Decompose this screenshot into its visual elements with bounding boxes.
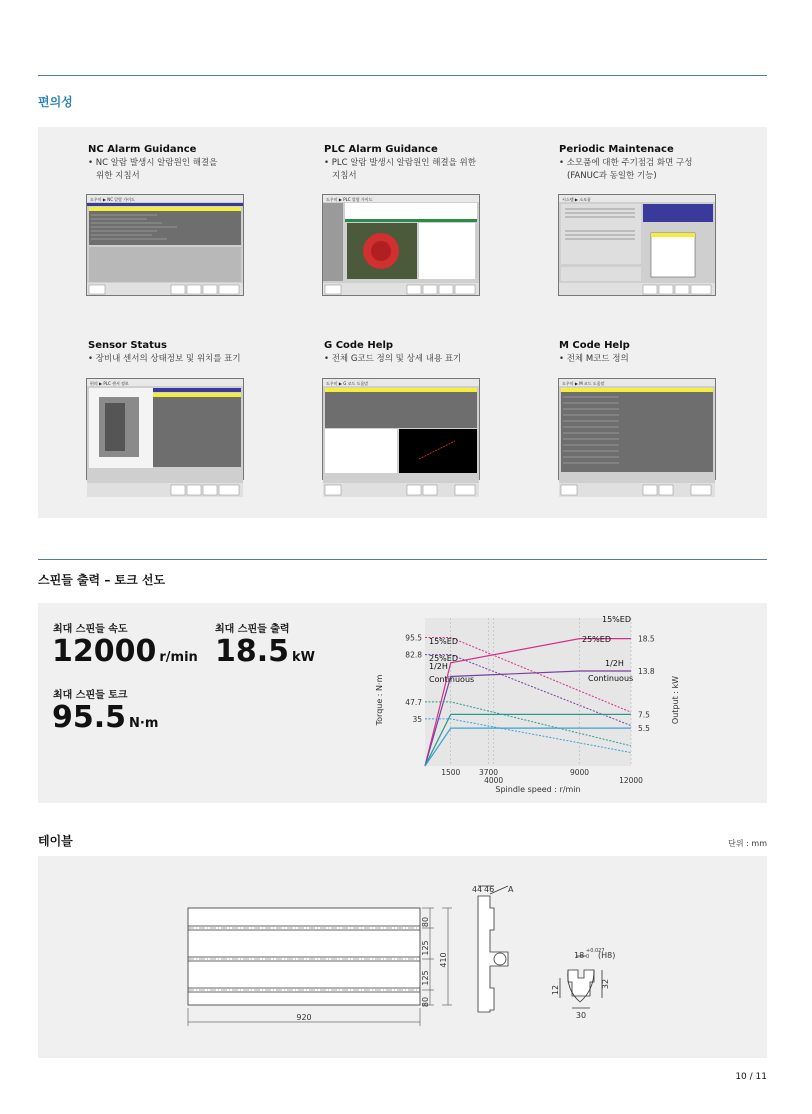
max-speed-label: 최대 스핀들 속도 (53, 624, 128, 635)
feature-desc: • 장비내 센서의 상태정보 및 위치를 표기 (88, 354, 241, 364)
slot-dim-tol2: 0 (586, 954, 590, 960)
slot-dim-height-a: 12 (551, 984, 560, 996)
dim-slot-3: 125 (421, 970, 430, 986)
feature-desc: • NC 알람 발생시 알람원인 해결을 (88, 158, 218, 168)
section-label-a: A (508, 885, 514, 894)
right-tick-label: 7.5 (638, 710, 650, 720)
label-15ed-top: 15%ED (602, 615, 631, 624)
feature-title: G Code Help (324, 340, 394, 351)
dim-top-1: 44 (472, 885, 483, 894)
x-axis-label: Spindle speed : r/min (495, 785, 581, 794)
max-torque-label: 최대 스핀들 토크 (53, 690, 128, 701)
max-speed-value: 12000 r/min (52, 634, 198, 669)
slot-dim-bottom: 30 (575, 1011, 587, 1020)
section-rule-spindle (38, 559, 767, 560)
label-cont-top: Continuous (588, 674, 634, 683)
feature-title: PLC Alarm Guidance (324, 144, 438, 155)
right-tick-label: 18.5 (638, 634, 655, 644)
table-drawing (38, 856, 767, 1058)
label-15ed-left: 15%ED (429, 637, 458, 646)
feature-mcode (559, 340, 759, 366)
unit-note: 단위 : mm (728, 839, 767, 848)
label-cont-left: Continuous (429, 675, 475, 684)
slot-dim-tol: +0.027 (586, 948, 605, 954)
slot-dim-top: 18 (574, 951, 585, 960)
x-tick-label: 1500 (441, 768, 461, 777)
feature-title: Periodic Maintenace (559, 144, 674, 155)
feature-plc-alarm (324, 144, 524, 183)
x-tick-label: 3700 (478, 768, 499, 777)
label-12h-left: 1/2H (429, 662, 448, 671)
x-tick-label: 4000 (484, 776, 504, 785)
right-tick-label: 13.8 (638, 667, 655, 677)
left-tick-label: 82.8 (405, 650, 422, 660)
spindle-title: 스핀들 출력 – 토크 선도 (38, 573, 166, 587)
x-tick-label: 9000 (569, 768, 590, 777)
dim-slot-2: 125 (421, 940, 430, 956)
y-axis-left-label: Torque : N·m (375, 674, 384, 726)
left-tick-label: 95.5 (405, 633, 422, 643)
y-axis-right-label: Output : kW (671, 675, 680, 725)
slot-dim-fit: (H8) (598, 951, 616, 960)
screenshot-periodic (558, 194, 716, 296)
label-12h-top: 1/2H (605, 659, 624, 668)
slot-dim-height-b: 32 (601, 978, 610, 990)
dim-depth: 410 (439, 952, 448, 968)
max-output-value: 18.5 kW (215, 634, 316, 669)
right-tick-label: 5.5 (638, 724, 650, 734)
feature-desc: • 전체 G코드 정의 및 상세 내용 표기 (324, 354, 462, 364)
feature-desc-cont: 지침서 (332, 171, 357, 181)
screen-caption: 도우미 ▶ G 코드 도움말 (326, 381, 369, 386)
left-tick-label: 35 (412, 714, 422, 724)
screen-caption: 도우미 ▶ M 코드 도움말 (562, 381, 605, 386)
slot-detail (560, 956, 602, 1008)
feature-title: NC Alarm Guidance (88, 144, 197, 155)
feature-nc-alarm (88, 144, 288, 183)
convenience-title: 편의성 (38, 95, 73, 109)
screen-caption: 편의 ▶ PLC 센서 정보 (90, 381, 129, 386)
screenshot-mcode (558, 378, 716, 480)
feature-title: Sensor Status (88, 340, 167, 351)
dim-slot-1: 80 (421, 916, 430, 928)
feature-desc: • 전체 M코드 정의 (559, 354, 629, 364)
table-plan-view (188, 908, 452, 1026)
label-25ed-left: 25%ED (429, 654, 458, 663)
screenshot-gcode (322, 378, 480, 480)
section-rule-top (38, 75, 767, 76)
feature-desc-cont: (FANUC과 동일한 기능) (567, 171, 657, 181)
feature-gcode (324, 340, 524, 366)
dim-width: 920 (296, 1013, 312, 1022)
feature-periodic (559, 144, 759, 183)
label-25ed-top: 25%ED (582, 635, 611, 644)
x-tick-label: 12000 (619, 776, 643, 785)
screenshot-nc-alarm (86, 194, 244, 296)
torque-output-chart (368, 608, 708, 798)
screen-caption: 시스템 ▶ 소모품 (562, 197, 591, 202)
feature-sensor (88, 340, 288, 366)
left-tick-label: 47.7 (405, 697, 422, 707)
feature-desc: • 소모품에 대한 주기점검 화면 구성 (559, 158, 693, 168)
feature-title: M Code Help (559, 340, 630, 351)
page-number: 10 / 11 (735, 1072, 767, 1082)
screen-caption: 도우미 ▶ PLC 알람 가이드 (326, 197, 373, 202)
screenshot-sensor (86, 378, 244, 480)
dim-top-2: 46 (484, 885, 495, 894)
table-side-section (478, 886, 508, 1012)
max-output-label: 최대 스핀들 출력 (215, 624, 290, 635)
dim-slot-4: 80 (421, 996, 430, 1008)
max-torque-value: 95.5 N·m (52, 700, 159, 735)
screenshot-plc-alarm (322, 194, 480, 296)
feature-desc: • PLC 알람 발생시 알람원인 해결을 위한 (324, 158, 476, 168)
table-title: 테이블 (38, 834, 73, 848)
screen-caption: 도우미 ▶ NC 알람 가이드 (90, 197, 135, 202)
feature-desc-cont: 위한 지침서 (96, 171, 140, 181)
